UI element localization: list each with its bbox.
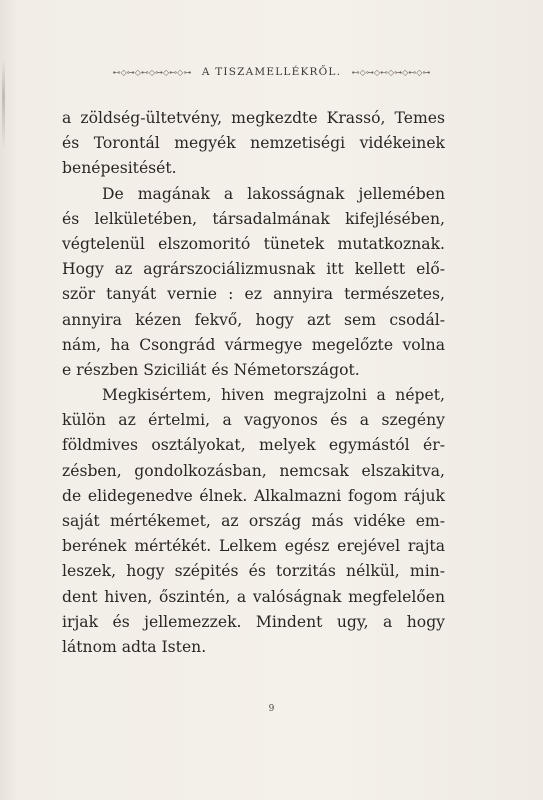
text-line: ször tanyát vernie : ez annyira természetes,	[62, 285, 445, 304]
text-line: a zöldség-ültetvény, megkezdte Krassó, Temes	[62, 109, 445, 127]
ornament-right: ⊷◇⊶◇⊷◇⊶◇⊷◇⊶	[351, 67, 431, 77]
text-line: végtelenül elszomoritó tünetek mutatkoznak.	[62, 234, 445, 253]
text-line: De magának a lakosságnak jellemében	[102, 184, 445, 203]
text-line: berének mértékét. Lelkem egész erejével rajta	[62, 537, 445, 556]
text-line: földmives osztályokat, melyek egymástól ér-	[62, 436, 445, 455]
text-line: Hogy az agrárszociálizmusnak itt kellett elő-	[62, 260, 445, 279]
text-line: és Torontál megyék nemzetiségi vidékeinek	[62, 134, 445, 153]
text-line: nám, ha Csongrád vármegye megelőzte volna	[62, 335, 445, 354]
text-line: e részben Sziciliát és Németországot.	[62, 360, 360, 379]
page-number: 9	[268, 704, 275, 714]
text-line: irjak és jellemezzek. Mindent ugy, a hogy	[62, 612, 445, 631]
ornament-left: ⊷◇⊶◇⊷◇⊶◇⊷◇⊶	[112, 67, 192, 77]
text-line: látnom adta Isten.	[62, 637, 207, 656]
body-text	[62, 106, 445, 660]
text-line: külön az értelmi, a vagyonos és a szegény	[62, 411, 445, 430]
text-line: zésben, gondolkozásban, nemcsak elszakitva,	[62, 461, 445, 480]
text-line: saját mértékemet, az ország más vidéke em-	[62, 512, 445, 530]
text-line: annyira kézen fekvő, hogy azt sem csodál-	[62, 310, 445, 329]
text-line: Megkisértem, hiven megrajzolni a népet,	[102, 386, 445, 405]
text-line: de elidegenedve élnek. Alkalmazni fogom rájuk	[62, 486, 445, 505]
text-line: dent hiven, őszintén, a valóságnak megfelelően	[62, 587, 445, 606]
text-line: és lelkületében, társadalmának kifejlésében,	[62, 209, 445, 228]
running-head-title: A TISZAMELLÉKRŐL.	[201, 66, 342, 78]
text-line: benépesitését.	[62, 159, 177, 178]
running-head	[0, 66, 543, 78]
text-line: leszek, hogy szépités és torzitás nélkül, min-	[62, 562, 445, 581]
